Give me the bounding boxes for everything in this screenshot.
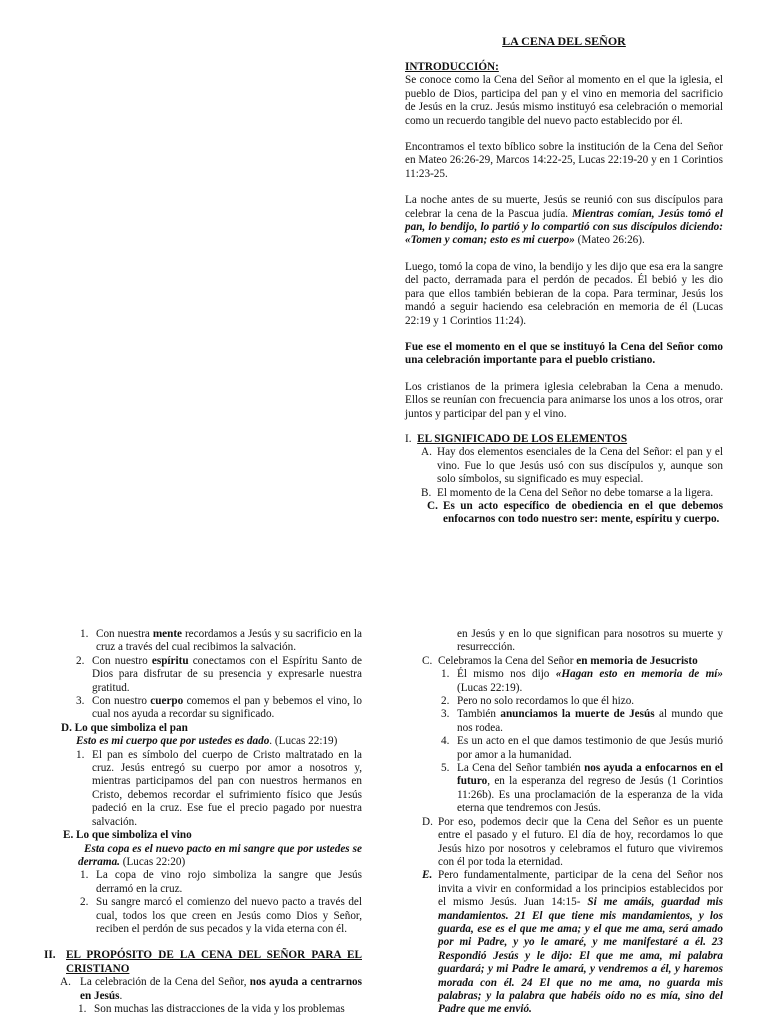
section-1-item-a: A. Hay dos elementos esenciales de la Cena del Señor: el pan y el vino. Fue lo que Jesús usó con sus discípulos y, aunque son solo símbolos, su significado es muy especial.: [421, 446, 723, 486]
verse-pan: Esto es mi cuerpo que por ustedes es dado. (Lucas 22:19): [76, 735, 338, 748]
continuation-text: en Jesús y en lo que significan para nosotros su muerte y resurrección.: [457, 628, 723, 654]
list-item-cuerpo: 3. Con nuestro cuerpo comemos el pan y bebemos el vino, lo cual nos ayuda a recordar su significado.: [76, 695, 362, 721]
heading-pan: D. Lo que simboliza el pan: [61, 721, 188, 734]
section-2-heading: II. EL PROPÓSITO DE LA CENA DEL SEÑOR PARA EL CRISTIANO: [44, 949, 362, 975]
item-d-puente: D. Por eso, podemos decir que la Cena del Señor es un puente entre el pasado y el futuro. El día de hoy, recordamos lo que Jesús hizo por nosotros y celebramos el futuro que viviremos con él por toda la eternidad.: [422, 815, 723, 868]
vino-item-2: 2. Su sangre marcó el comienzo del nuevo pacto a través del cual, todos los que creen en Jesús como Dios y Señor, reciben el perdón de sus pecados y la vida eterna con él.: [80, 896, 362, 935]
intro-paragraph-5: Fue ese el momento en el que se instituyó la Cena del Señor como una celebración importante para el pueblo cristiano.: [405, 340, 723, 367]
intro-paragraph-4: Luego, tomó la copa de vino, la bendijo y les dijo que esa era la sangre del pacto, derramada para el perdón de pecados. Él bebió y les dio para que ellos también bebieran de la copa. Para terminar, Jesús los mandó a seguir haciendo esa celebración en memoria de él (Lucas 22:19 y 1 Corintios 11:24).: [405, 260, 723, 327]
memoria-item-2: 2. Pero no solo recordamos lo que él hizo.: [441, 695, 635, 708]
intro-paragraph-3: La noche antes de su muerte, Jesús se reunió con sus discípulos para celebrar la cena de la Pascua judía. Mientras comían, Jesús tomó el pan, lo bendijo, lo partió y lo compartió con sus discípulos diciendo: «Tomen y coman; esto es mi cuerpo» (Mateo 26:26).: [405, 194, 723, 247]
right-column: [405, 628, 723, 1017]
list-item-espiritu: 2. Con nuestro espíritu conectamos con el Espíritu Santo de Dios para disfrutar de su presencia y expresarle nuestra gratitud.: [76, 654, 362, 694]
vino-item-1: 1. La copa de vino rojo simboliza la sangre que Jesús derramó en la cruz.: [80, 869, 362, 895]
list-item-mente: 1. Con nuestra mente recordamos a Jesús y su sacrificio en la cruz a través del cual recibimos la salvación.: [80, 628, 362, 654]
intro-paragraph-6: Los cristianos de la primera iglesia celebraban la Cena a menudo. Ellos se reunían con frecuencia para animarse los unos a los otros, orar juntos y participar del pan y el vino.: [405, 380, 723, 420]
section-1: [405, 433, 723, 527]
item-e-principios: E. Pero fundamentalmente, participar de la cena del Señor nos invita a vivir en conformidad a los principios establecidos por el mismo Jesús. Juan 14:15- Si me amáis, guardad mis mandamientos. 21 El que tiene mis mandamientos, y los guarda, ese es el que me ama; y el que me ama, será amado por mi Padre, y yo le amaré, y me manifestaré a él. 23 Respondió Jesús y le dijo: El que me ama, mi palabra guardará; y mi Padre le amará, y vendremos a él, y haremos morada con él. 24 El que no me ama, no guarda mis palabras; y la palabra que habéis oído no es mía, sino del Padre que me envió.: [422, 869, 723, 1016]
intro-section: [405, 61, 723, 527]
memoria-item-3: 3. También anunciamos la muerte de Jesús al mundo que nos rodea.: [441, 708, 723, 734]
intro-heading: INTRODUCCIÓN:: [405, 61, 499, 73]
verse-vino: Esta copa es el nuevo pacto en mi sangre que por ustedes se derrama. (Lucas 22:20): [78, 842, 362, 868]
memoria-item-5: 5. La Cena del Señor también nos ayuda a enfocarnos en el futuro, en la esperanza del regreso de Jesús (1 Corintios 11:26b). Es una proclamación de la esperanza de la vida eterna que tendremos con Jesús.: [441, 762, 724, 815]
item-c-memoria: C. Celebramos la Cena del Señor en memoria de Jesucristo: [422, 654, 698, 667]
section-2-item-a: A. La celebración de la Cena del Señor, nos ayuda a centrarnos en Jesús.: [60, 976, 362, 1002]
section-1-heading: I. EL SIGNIFICADO DE LOS ELEMENTOS: [405, 432, 628, 445]
document-title: LA CENA DEL SEÑOR: [502, 34, 626, 48]
left-column: [44, 628, 362, 1016]
memoria-item-1: 1. Él mismo nos dijo «Hagan esto en memoria de mí» (Lucas 22:19).: [441, 668, 723, 694]
section-1-item-b: B. El momento de la Cena del Señor no debe tomarse a la ligera.: [421, 486, 714, 499]
pan-item-1: 1. El pan es símbolo del cuerpo de Cristo maltratado en la cruz. Jesús entregó su cuerpo por amor a nosotros y, mientras participamos del pan con nuestros hermanos en Cristo, debemos recordar el sufrimiento físico que Jesús padeció en la cruz. Ese fue el precio pagado por nuestra salvación.: [76, 748, 362, 828]
intro-paragraph-1: Se conoce como la Cena del Señor al momento en el que la iglesia, el pueblo de Dios, participa del pan y el vino en memoria del sacrificio de Jesús en la cruz. Jesús mismo instituyó esa celebración o memorial como un recuerdo tangible del nuevo pacto establecido por él.: [405, 74, 723, 127]
memoria-item-4: 4. Es un acto en el que damos testimonio de que Jesús murió por amor a la humanidad.: [441, 735, 723, 761]
heading-vino: E. Lo que simboliza el vino: [63, 829, 192, 842]
section-2-item-a-1: 1. Son muchas las distracciones de la vida y los problemas: [78, 1002, 345, 1015]
intro-paragraph-2: Encontramos el texto bíblico sobre la institución de la Cena del Señor en Mateo 26:26-29, Marcos 14:22-25, Lucas 22:19-20 y en 1 Corintios 11:23-25.: [405, 141, 723, 180]
section-1-item-c: C. Es un acto específico de obediencia en el que debemos enfocarnos con todo nuestro ser: mente, espíritu y cuerpo.: [427, 499, 723, 526]
